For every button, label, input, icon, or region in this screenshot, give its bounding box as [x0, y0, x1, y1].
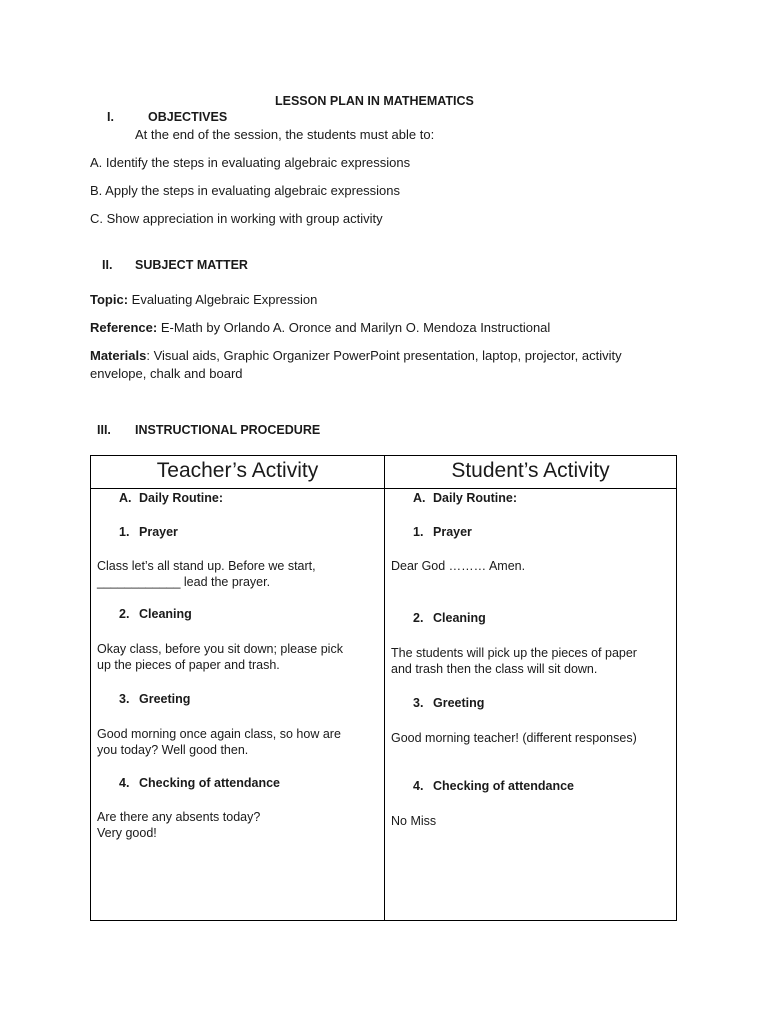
- section-number-subject-matter: II.: [102, 258, 113, 272]
- student-cleaning-heading: 2. Cleaning: [413, 611, 486, 625]
- teacher-greeting-heading: 3. Greeting: [119, 692, 191, 706]
- section-title-objectives: OBJECTIVES: [148, 110, 228, 124]
- reference-value: E-Math by Orlando A. Oronce and Marilyn O. Mendoza Instructional: [160, 320, 551, 335]
- topic-label: Topic:: [90, 292, 129, 307]
- reference-label: Reference:: [90, 320, 158, 335]
- topic-value: Evaluating Algebraic Expression: [131, 292, 318, 307]
- student-activity-header: Student’s Activity: [451, 459, 610, 482]
- student-greeting-heading: 3. Greeting: [413, 696, 485, 710]
- teacher-activity-header: Teacher’s Activity: [156, 459, 319, 482]
- objectives-intro: At the end of the session, the students must able to:: [135, 127, 435, 142]
- teacher-attendance-line1: Are there any absents today?: [97, 810, 261, 824]
- section-title-procedure: INSTRUCTIONAL PROCEDURE: [135, 423, 321, 437]
- materials-value-line2: envelope, chalk and board: [90, 366, 243, 381]
- topic-line: [90, 292, 317, 307]
- section-title-subject-matter: SUBJECT MATTER: [135, 258, 248, 272]
- teacher-prayer-line2: ____________ lead the prayer.: [97, 575, 271, 589]
- reference-line: [90, 320, 550, 335]
- materials-label: Materials: [90, 348, 147, 363]
- teacher-attendance-heading: 4. Checking of attendance: [119, 776, 280, 790]
- student-greeting-text: Good morning teacher! (different responses): [391, 731, 637, 745]
- teacher-greeting-line1: Good morning once again class, so how are: [97, 727, 341, 741]
- teacher-prayer-line1: Class let’s all stand up. Before we start,: [97, 559, 316, 573]
- teacher-daily-routine-heading: A. Daily Routine:: [119, 491, 224, 505]
- materials-line: [90, 348, 622, 363]
- student-cleaning-line1: The students will pick up the pieces of paper: [391, 646, 637, 660]
- teacher-cleaning-heading: 2. Cleaning: [119, 607, 192, 621]
- objective-item-c: C. Show appreciation in working with group activity: [90, 211, 383, 226]
- student-attendance-heading: 4. Checking of attendance: [413, 779, 574, 793]
- student-cleaning-line2: and trash then the class will sit down.: [391, 662, 598, 676]
- materials-value-line1: : Visual aids, Graphic Organizer PowerPoint presentation, laptop, projector, activity: [146, 348, 622, 363]
- student-prayer-text: Dear God ……… Amen.: [391, 559, 526, 573]
- teacher-prayer-heading: 1. Prayer: [119, 525, 178, 539]
- student-daily-routine-heading: A. Daily Routine:: [413, 491, 518, 505]
- table-header-divider: [91, 488, 676, 489]
- teacher-attendance-line2: Very good!: [97, 826, 157, 840]
- activity-table: [90, 455, 677, 921]
- teacher-cleaning-line1: Okay class, before you sit down; please pick: [97, 642, 343, 656]
- section-number-procedure: III.: [97, 423, 111, 437]
- page-title: LESSON PLAN IN MATHEMATICS: [275, 94, 474, 108]
- objective-item-b: B. Apply the steps in evaluating algebraic expressions: [90, 183, 401, 198]
- section-number-objectives: I.: [107, 110, 114, 124]
- student-attendance-text: No Miss: [391, 814, 437, 828]
- teacher-greeting-line2: you today? Well good then.: [97, 743, 249, 757]
- table-column-divider: [384, 456, 385, 920]
- objective-item-a: A. Identify the steps in evaluating algebraic expressions: [90, 155, 411, 170]
- student-prayer-heading: 1. Prayer: [413, 525, 472, 539]
- teacher-cleaning-line2: up the pieces of paper and trash.: [97, 658, 280, 672]
